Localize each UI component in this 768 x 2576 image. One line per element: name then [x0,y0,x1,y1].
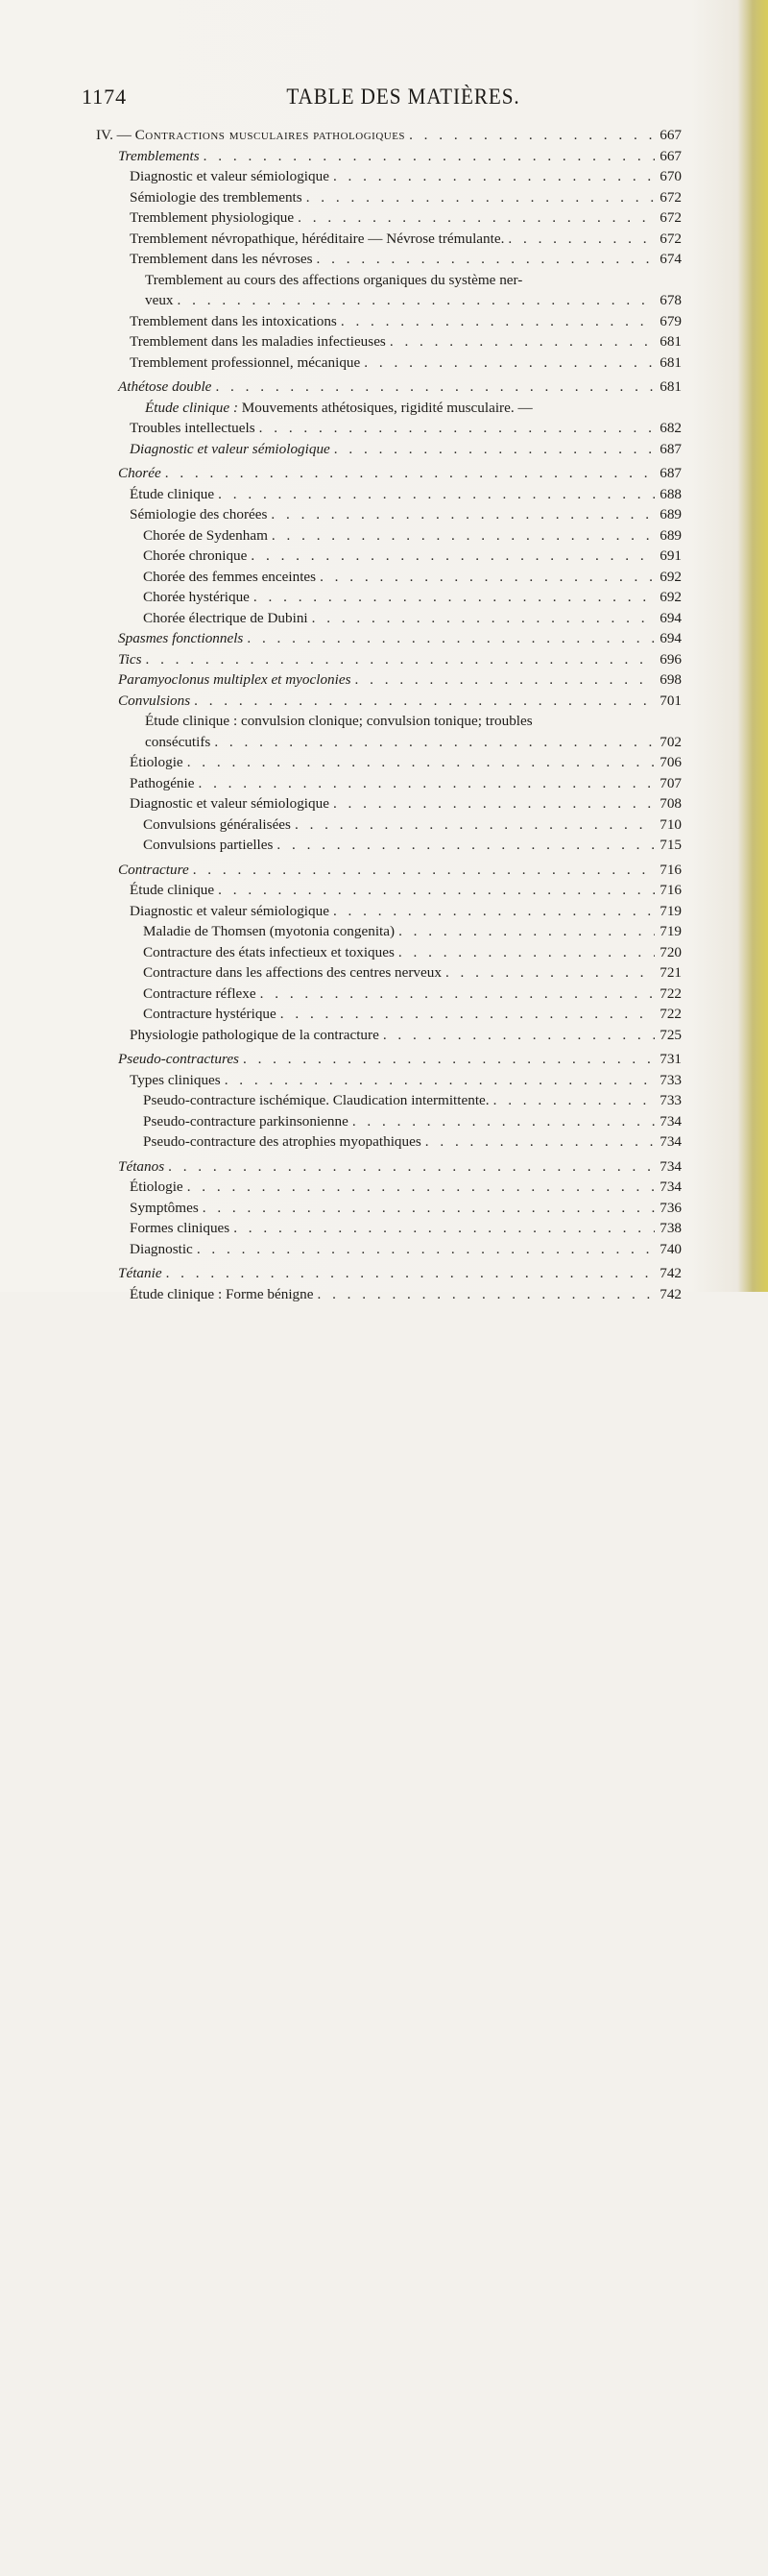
toc-entry-label [118,1263,162,1284]
toc-entry [96,752,682,773]
toc-entry-label [130,1239,193,1260]
table-of-contents [96,125,682,1304]
toc-page-number: 706 [660,754,682,770]
toc-page-number: 740 [660,1240,682,1257]
toc-entry [96,814,682,836]
toc-page-number: 681 [660,353,682,371]
dot-leader [409,125,655,146]
dot-leader [165,463,655,484]
toc-entry-text: Symptômes [130,1199,199,1216]
toc-entry-label [143,984,256,1005]
toc-page-number: 734 [660,1179,682,1195]
toc-entry [96,125,682,146]
toc-page-number: 687 [660,465,682,481]
toc-entry-label [130,901,329,922]
toc-entry-label [143,608,308,629]
toc-entry [96,835,682,856]
toc-entry-label [130,207,294,229]
dot-leader [341,311,655,332]
toc-entry-text: Physiologie pathologique de la contracture [130,1026,379,1043]
dot-leader [218,880,655,901]
toc-entry [96,1131,682,1153]
toc-entry-text: Diagnostic et valeur sémiologique [130,902,329,919]
toc-entry [96,1239,682,1260]
toc-entry-text: Tremblement au cours des affections organiques du système ner- [145,271,523,288]
toc-entry-label [143,835,273,856]
dot-leader [352,1111,655,1132]
toc-entry-text: Tremblement professionnel, mécanique [130,353,361,371]
toc-page-number: 722 [660,984,682,1002]
toc-entry-label [130,1177,183,1198]
toc-entry-text: Maladie de Thomsen (myotonia congenita) [143,923,396,939]
dot-leader [317,249,655,270]
toc-entry [96,398,682,419]
toc-entry-label [96,125,405,146]
toc-entry [96,711,682,732]
toc-entry [96,1111,682,1132]
toc-page-number: 734 [660,1133,682,1150]
toc-entry [96,1156,682,1178]
toc-entry-label [143,1004,276,1025]
toc-entry [96,1025,682,1046]
toc-entry [96,1049,682,1070]
dot-leader [251,546,655,567]
toc-entry-label [130,504,267,525]
toc-entry-label [130,1284,313,1305]
toc-page-number: 679 [660,312,682,329]
dot-leader [187,1177,655,1198]
toc-entry-text: Convulsions partielles [143,837,274,853]
toc-entry-text: Contractions musculaires pathologiques [134,127,406,143]
toc-entry-label [130,229,504,250]
toc-entry-text: Contracture hystérique [143,1006,276,1022]
toc-entry-text: Pseudo-contracture ischémique. Claudication intermittente. [143,1092,490,1108]
dot-leader [333,793,655,814]
toc-entry [96,504,682,525]
toc-entry-label [118,628,243,649]
toc-entry-label [145,713,533,729]
toc-entry-text: Chorée chronique [143,547,248,564]
toc-entry-text: Tétanos [118,1157,165,1175]
dot-leader [203,1198,655,1219]
dot-leader [445,962,655,984]
toc-entry-text: Étiologie [130,1179,183,1195]
toc-entry-text: Formes cliniques [130,1220,230,1236]
toc-entry [96,1218,682,1239]
dot-leader [187,752,655,773]
dot-leader [298,207,655,229]
toc-entry-text: Diagnostic et valeur sémiologique [130,440,330,457]
toc-entry [96,901,682,922]
toc-entry-label [130,311,337,332]
toc-entry-label [130,439,330,460]
toc-page-number: 716 [660,861,682,878]
toc-entry-text: Diagnostic et valeur sémiologique [130,795,329,812]
toc-entry-label [143,1111,348,1132]
dot-leader [178,290,655,311]
toc-entry [96,249,682,270]
toc-entry [96,1198,682,1219]
toc-entry [96,1070,682,1091]
toc-entry-text: Chorée [118,465,161,481]
toc-page-number: 733 [660,1092,682,1108]
toc-page-number: 670 [660,168,682,184]
toc-entry-label [143,1090,490,1111]
dot-leader [166,1263,655,1284]
toc-entry-prefix: IV. — [96,127,135,143]
toc-page-number: 672 [660,209,682,226]
toc-entry-label [143,962,442,984]
toc-entry-label [130,166,329,187]
toc-entry-label [130,880,214,901]
toc-page-number: 734 [660,1157,682,1175]
toc-entry [96,860,682,881]
toc-page-number: 707 [660,774,682,791]
toc-page-number: 701 [660,692,682,709]
toc-entry-label [143,587,250,608]
dot-leader [247,628,655,649]
toc-entry-text: Mouvements athétosiques, rigidité musculaire. — [238,399,533,416]
toc-entry [96,331,682,352]
toc-entry-label [143,525,268,547]
toc-entry [96,311,682,332]
dot-leader [259,418,655,439]
toc-page-number: 698 [660,671,682,688]
toc-page-number: 731 [660,1051,682,1067]
toc-entry-continuation [96,732,682,753]
toc-page-number: 667 [660,127,682,143]
toc-entry-text: Contracture dans les affections des centres nerveux [143,964,442,981]
toc-page-number: 720 [660,943,682,960]
toc-entry-text: Diagnostic [130,1240,193,1257]
toc-entry [96,1004,682,1025]
toc-entry-text: Pseudo-contractures [118,1051,239,1067]
toc-page-number: 719 [660,923,682,939]
toc-entry-text: Paramyoclonus multiplex et myoclonies [118,671,351,688]
toc-entry-label [130,1070,221,1091]
dot-leader [320,567,655,588]
dot-leader [276,835,655,856]
toc-page-number: 736 [660,1199,682,1216]
toc-entry [96,1177,682,1198]
toc-entry [96,567,682,588]
toc-entry-label [118,691,190,712]
toc-entry [96,270,682,291]
toc-entry-label [130,793,329,814]
toc-page-number: 715 [660,837,682,853]
dot-leader [280,1004,655,1025]
toc-entry-text: Tremblement dans les intoxications [130,312,337,329]
toc-entry-text: Chorée de Sydenham [143,526,268,544]
toc-entry-text: Tics [118,650,142,668]
dot-leader [390,331,655,352]
toc-page-number: 702 [660,733,682,750]
toc-page-number: 692 [660,589,682,605]
toc-entry-text: Tremblements [118,147,200,164]
toc-entry [96,187,682,208]
toc-page-number: 708 [660,795,682,812]
dot-leader [364,352,655,374]
toc-page-number: 696 [660,650,682,668]
dot-leader [168,1156,655,1178]
dot-leader [383,1025,655,1046]
toc-entry-label [143,1131,421,1153]
toc-entry [96,773,682,794]
toc-entry [96,942,682,963]
page-number: 1174 [82,85,128,109]
toc-entry-text: Chorée hystérique [143,589,250,605]
toc-entry-text: Tremblement dans les maladies infectieuses [130,333,386,350]
dot-leader [204,146,655,167]
toc-entry-text: Convulsions généralisées [143,815,291,833]
toc-entry-label [130,187,302,208]
toc-page-number: 716 [660,882,682,898]
toc-entry-text: Sémiologie des chorées [130,506,268,522]
toc-entry [96,525,682,547]
toc-page-number: 721 [660,964,682,981]
running-title: TABLE DES MATIÈRES. [286,85,520,109]
toc-entry-text: Tremblement dans les névroses [130,251,313,267]
toc-entry-text: Étude clinique [130,485,215,502]
dot-leader [493,1090,655,1111]
toc-entry-italic: Étude clinique : [145,399,238,416]
toc-entry [96,463,682,484]
toc-entry-label [145,272,522,288]
toc-entry [96,880,682,901]
dot-leader [317,1284,655,1305]
toc-page-number: 734 [660,1112,682,1130]
toc-entry-text: Contracture [118,861,189,878]
toc-entry-label [130,773,194,794]
dot-leader [145,649,655,670]
toc-entry [96,546,682,567]
toc-entry [96,793,682,814]
toc-page-number: 689 [660,526,682,544]
dot-leader [425,1131,655,1153]
toc-entry-continuation-text: consécutifs [145,733,211,750]
toc-entry [96,691,682,712]
toc-page-number: 692 [660,568,682,585]
toc-entry [96,984,682,1005]
toc-entry [96,166,682,187]
toc-entry-text: Étiologie [130,754,183,770]
toc-entry-text: Spasmes fonctionnels [118,630,244,646]
dot-leader [295,814,655,836]
toc-page-number: 725 [660,1026,682,1043]
toc-entry-text: Pseudo-contracture parkinsonienne [143,1112,348,1130]
toc-entry [96,207,682,229]
toc-entry-continuation-text: veux [145,292,174,308]
toc-page-number: 681 [660,333,682,350]
toc-entry [96,669,682,691]
toc-entry-label [118,1156,164,1178]
dot-leader [312,608,655,629]
dot-leader [398,942,655,963]
dot-leader [233,1218,655,1239]
toc-page-number: 674 [660,251,682,267]
toc-page-number: 733 [660,1071,682,1088]
toc-entry-text: Diagnostic et valeur sémiologique [130,168,329,184]
toc-entry [96,608,682,629]
toc-entry-label [118,669,351,691]
dot-leader [333,166,655,187]
toc-entry-label [118,860,189,881]
toc-page-number: 710 [660,815,682,833]
toc-entry-label [143,814,291,836]
toc-page-number: 742 [660,1285,682,1302]
toc-entry [96,377,682,398]
toc-entry-label [130,249,313,270]
dot-leader [508,229,655,250]
toc-entry-text: Types cliniques [130,1071,221,1088]
toc-page-number: 738 [660,1220,682,1236]
toc-page-number: 672 [660,188,682,206]
toc-entry-label [130,752,183,773]
dot-leader [198,773,655,794]
dot-leader [194,691,655,712]
dot-leader [398,921,655,942]
dot-leader [243,1049,655,1070]
dot-leader [197,1239,655,1260]
toc-entry-text: Convulsions [118,692,191,709]
toc-entry-label [143,921,395,942]
toc-entry [96,587,682,608]
toc-page-number: 678 [660,292,682,308]
toc-entry [96,439,682,460]
toc-entry-label [118,463,161,484]
toc-entry-text: Tétanie [118,1265,162,1281]
toc-page-number: 681 [660,378,682,395]
toc-entry [96,146,682,167]
toc-entry-label [143,942,395,963]
toc-entry [96,1090,682,1111]
toc-entry [96,921,682,942]
dot-leader [355,669,655,691]
dot-leader [214,732,655,753]
dot-leader [271,504,655,525]
toc-entry-label [130,1218,229,1239]
toc-entry-label [118,1049,239,1070]
toc-page-number: 691 [660,547,682,564]
toc-page-number: 694 [660,630,682,646]
toc-entry-text: Tremblement névropathique, héréditaire — Névrose trémulante. [130,230,505,247]
dot-leader [306,187,655,208]
dot-leader [215,377,655,398]
toc-page-number: 719 [660,902,682,919]
dot-leader [272,525,655,547]
toc-entry-label [143,567,316,588]
toc-entry-label [118,377,211,398]
toc-entry [96,352,682,374]
toc-entry-label [130,352,360,374]
toc-entry-label [118,649,141,670]
toc-entry-label [130,331,386,352]
page-header [0,85,768,113]
toc-entry [96,229,682,250]
toc-entry [96,1284,682,1305]
dot-leader [334,439,655,460]
toc-entry-label [130,484,214,505]
dot-leader [260,984,655,1005]
toc-entry-text: Sémiologie des tremblements [130,188,302,206]
toc-entry-label [130,1025,379,1046]
toc-entry [96,484,682,505]
toc-entry-text: Étude clinique : convulsion clonique; convulsion tonique; troubles [145,713,533,729]
toc-entry-label [145,400,533,416]
toc-entry [96,962,682,984]
toc-page-number: 742 [660,1265,682,1281]
toc-page-number: 689 [660,506,682,522]
toc-entry-text: Chorée électrique de Dubini [143,609,308,626]
toc-entry-continuation-text: Troubles intellectuels [130,420,255,436]
dot-leader [333,901,655,922]
dot-leader [218,484,655,505]
toc-page-number: 722 [660,1006,682,1022]
toc-page-number: 694 [660,609,682,626]
toc-entry-text: Athétose double [118,378,212,395]
toc-entry-text: Étude clinique : Forme bénigne [130,1285,314,1302]
toc-entry-label [143,546,247,567]
dot-leader [225,1070,655,1091]
toc-entry-label [130,1198,199,1219]
toc-entry-text: Chorée des femmes enceintes [143,568,317,585]
toc-page-number: 687 [660,440,682,457]
toc-page-number: 688 [660,485,682,502]
toc-page-number: 672 [660,230,682,247]
toc-entry-text: Étude clinique [130,882,215,898]
toc-page-number: 667 [660,147,682,164]
toc-entry-text: Pseudo-contracture des atrophies myopathiques [143,1133,421,1150]
toc-entry-continuation [96,418,682,439]
toc-entry [96,649,682,670]
toc-entry-text: Contracture des états infectieux et toxiques [143,943,395,960]
dot-leader [253,587,655,608]
dot-leader [193,860,655,881]
toc-entry-continuation [96,290,682,311]
toc-entry-text: Pathogénie [130,774,195,791]
toc-entry-text: Tremblement physiologique [130,209,295,226]
toc-page-number: 682 [660,420,682,436]
toc-entry [96,1263,682,1284]
toc-entry-label [118,146,200,167]
toc-entry-text: Contracture réflexe [143,984,256,1002]
toc-entry [96,628,682,649]
